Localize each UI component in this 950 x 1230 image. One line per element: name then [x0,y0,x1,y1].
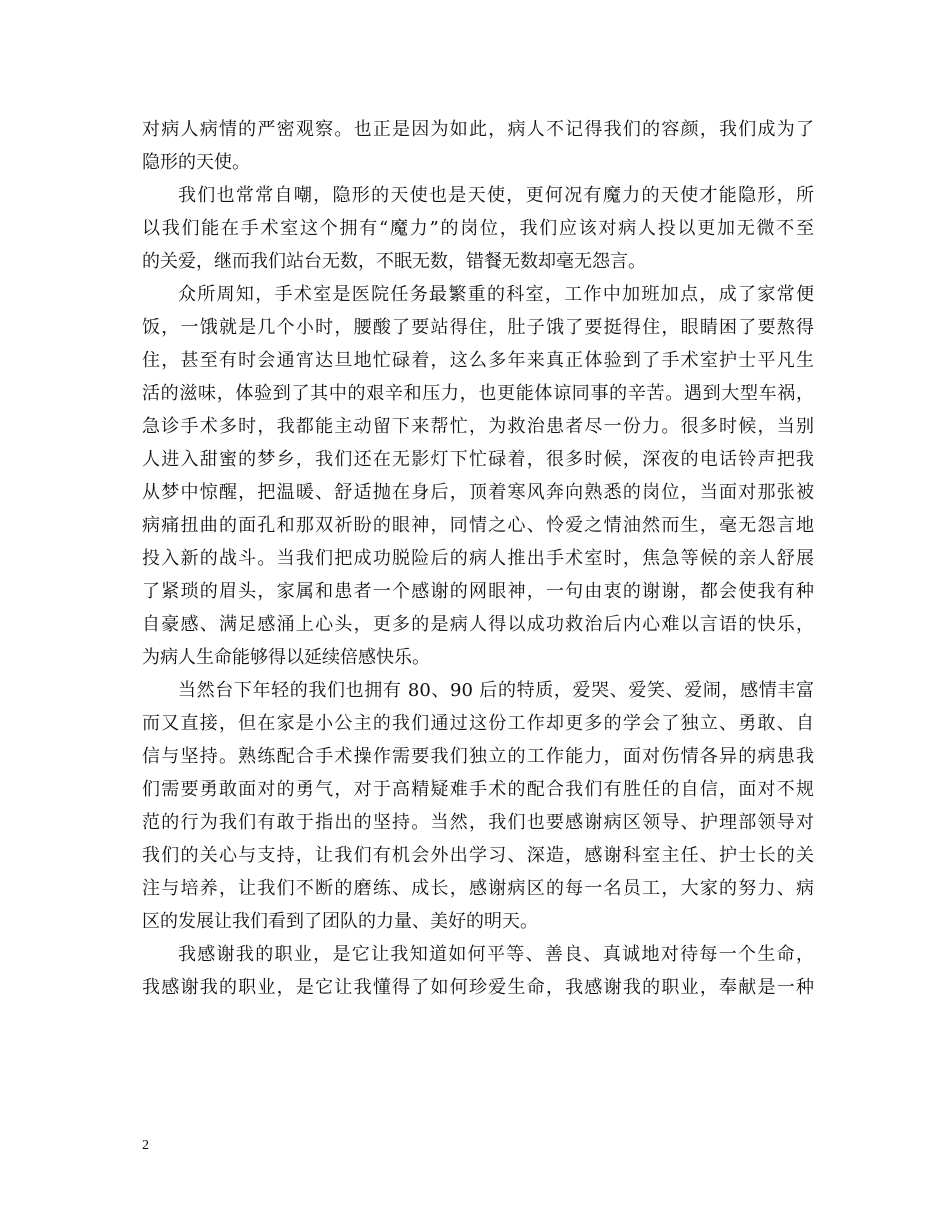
text-line: 了紧琐的眉头，家属和患者一个感谢的网眼神，一句由衷的谢谢，都会使我有种 [142,581,814,602]
text-line: 区的发展让我们看到了团队的力量、美好的明天。 [142,911,538,932]
text-line: 人进入甜蜜的梦乡，我们还在无影灯下忙碌着，很多时候，深夜的电话铃声把我 [142,449,814,470]
text-line: 以我们能在手术室这个拥有“魔力”的岗位，我们应该对病人投以更加无微不至 [142,218,814,239]
text-line: 我感谢我的职业，是它让我懂得了如何珍爱生命，我感谢我的职业，奉献是一种 [142,977,814,998]
text-line: 范的行为我们有敢于指出的坚持。当然，我们也要感谢病区领导、护理部领导对 [142,812,814,833]
page-number: 2 [142,1138,149,1153]
text-line: 信与坚持。熟练配合手术操作需要我们独立的工作能力，面对伤情各异的病患我 [142,746,814,767]
text-line: 从梦中惊醒，把温暖、舒适抛在身后，顶着寒风奔向熟悉的岗位，当面对那张被 [142,482,814,503]
text-line: 而又直接，但在家是小公主的我们通过这份工作却更多的学会了独立、勇敢、自 [142,713,814,734]
text-line: 病痛扭曲的面孔和那双祈盼的眼神，同情之心、怜爱之情油然而生，毫无怨言地 [142,515,814,536]
text-line: 饭，一饿就是几个小时，腰酸了要站得住，肚子饿了要挺得住，眼睛困了要熬得 [142,317,814,338]
text-line: 我们也常常自嘲，隐形的天使也是天使，更何况有魔力的天使才能隐形，所 [178,185,814,206]
text-line: 住，甚至有时会通宵达旦地忙碌着，这么多年来真正体验到了手术室护士平凡生 [142,350,814,371]
text-line: 的关爱，继而我们站台无数，不眠无数，错餐无数却毫无怨言。 [142,251,646,272]
text-line: 我感谢我的职业，是它让我知道如何平等、善良、真诚地对待每一个生命， [178,944,814,965]
text-line: 我们的关心与支持，让我们有机会外出学习、深造，感谢科室主任、护士长的关 [142,845,814,866]
text-line: 对病人病情的严密观察。也正是因为如此，病人不记得我们的容颜，我们成为了 [142,119,814,140]
text-line: 们需要勇敢面对的勇气，对于高精疑难手术的配合我们有胜任的自信，面对不规 [142,779,814,800]
text-line: 隐形的天使。 [142,152,250,173]
text-line: 投入新的战斗。当我们把成功脱险后的病人推出手术室时，焦急等候的亲人舒展 [142,548,814,569]
body-text [142,113,814,1004]
text-line: 急诊手术多时，我都能主动留下来帮忙，为救治患者尽一份力。很多时候，当别 [142,416,814,437]
text-line: 当然台下年轻的我们也拥有 80、90 后的特质，爱哭、爱笑、爱闹，感情丰富 [178,680,814,701]
text-line: 注与培养，让我们不断的磨练、成长，感谢病区的每一名员工，大家的努力、病 [142,878,814,899]
text-line: 自豪感、满足感涌上心头，更多的是病人得以成功救治后内心难以言语的快乐， [142,614,814,635]
text-line: 为病人生命能够得以延续倍感快乐。 [142,647,430,668]
text-line: 活的滋味，体验到了其中的艰辛和压力，也更能体谅同事的辛苦。遇到大型车祸， [142,383,814,404]
text-line: 众所周知，手术室是医院任务最繁重的科室，工作中加班加点，成了家常便 [178,284,814,305]
